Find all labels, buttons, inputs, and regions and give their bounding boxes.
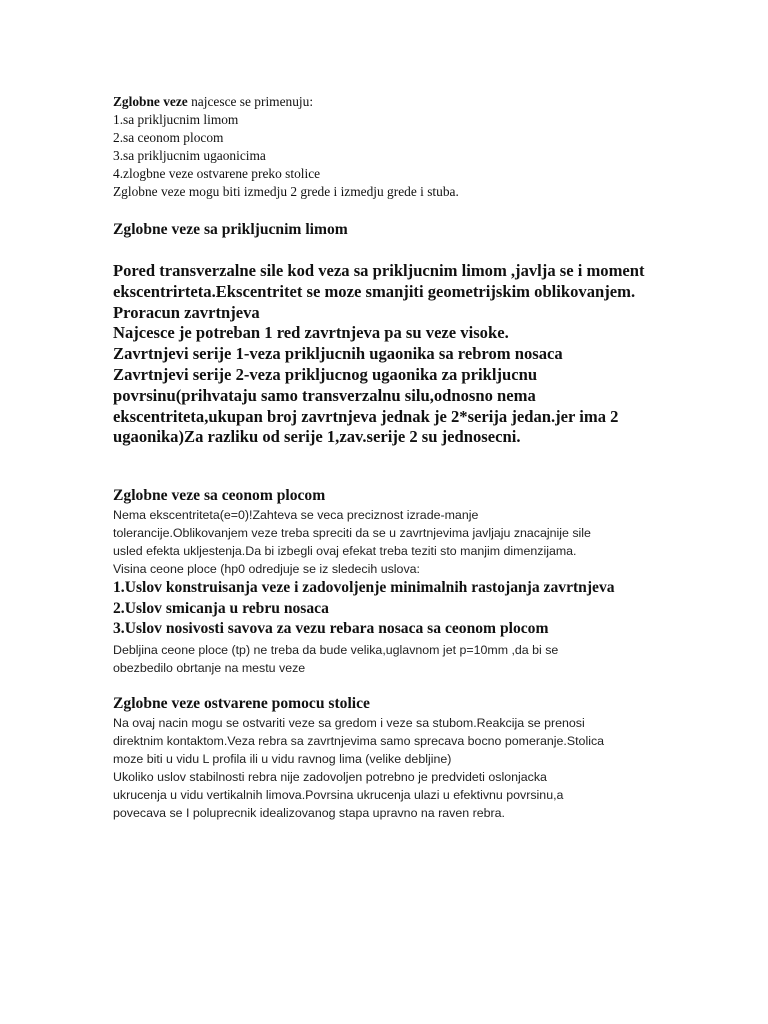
section3-body	[113, 714, 673, 822]
section2-conditions	[113, 578, 673, 640]
condition-item: 3.Uslov nosivosti savova za vezu rebara nosaca sa ceonom plocom	[113, 620, 549, 637]
intro-item: 2.sa ceonom plocom	[113, 130, 224, 145]
condition-item: 1.Uslov konstruisanja veze i zadovoljenje minimalnih rastojanja zavrtnjeva	[113, 579, 615, 596]
intro-item: 4.zlogbne veze ostvarene preko stolice	[113, 166, 321, 181]
section1-line: Zavrtnjevi serije 2-veza prikljucnog ugaonika za prikljucnu	[113, 364, 538, 384]
intro-closing: Zglobne veze mogu biti izmedju 2 grede i izmedju grede i stuba.	[113, 184, 459, 199]
intro-item: 1.sa prikljucnim limom	[113, 112, 239, 127]
section1-line: Proracun zavrtnjeva	[113, 302, 260, 322]
section2-heading: Zglobne veze sa ceonom plocom	[113, 487, 326, 504]
section2-tail-line: Debljina ceone ploce (tp) ne treba da bude velika,uglavnom jet p=10mm ,da bi se	[113, 643, 559, 657]
section1-line: Najcesce je potreban 1 red zavrtnjeva pa su veze visoke.	[113, 323, 509, 343]
intro-lead-bold: Zglobne veze	[113, 94, 188, 109]
section3-heading: Zglobne veze ostvarene pomocu stolice	[113, 695, 370, 712]
section1-line: ugaonika)Za razliku od serije 1,zav.serije 2 su jednosecni.	[113, 427, 521, 447]
section1-line: Pored transverzalne sile kod veza sa prikljucnim limom ,javlja se i moment	[113, 261, 645, 280]
section3-line: moze biti u vidu L profila ili u vidu ravnog lima (velike debljine)	[113, 752, 452, 766]
section3-line: Na ovaj nacin mogu se ostvariti veze sa gredom i veze sa stubom.Reakcija se prenosi	[113, 716, 585, 730]
intro-item: 3.sa prikljucnim ugaonicima	[113, 148, 266, 163]
section2-tail	[113, 641, 673, 677]
section1-line: ekscentrirteta.Ekscentritet se moze smanjiti geometrijskim oblikovanjem.	[113, 281, 636, 301]
section3-line: Ukoliko uslov stabilnosti rebra nije zadovoljen potrebno je predvideti oslonjacka	[113, 770, 547, 784]
section3-line: direktnim kontaktom.Veza rebra sa zavrtnjevima samo sprecava bocno pomeranje.Stolica	[113, 734, 605, 748]
section2-tail-line: obezbedilo obrtanje na mestu veze	[113, 661, 306, 675]
section3-line: povecava se I poluprecnik idealizovanog stapa upravno na raven rebra.	[113, 806, 505, 820]
intro-block	[113, 93, 673, 201]
section2-body	[113, 506, 673, 578]
intro-lead-rest: najcesce se primenuju:	[187, 94, 314, 109]
section1-heading: Zglobne veze sa prikljucnim limom	[113, 221, 348, 238]
section1-line: Zavrtnjevi serije 1-veza prikljucnih ugaonika sa rebrom nosaca	[113, 344, 563, 364]
intro-lead	[113, 93, 673, 111]
section2-line: Nema ekscentriteta(e=0)!Zahteva se veca preciznost izrade-manje	[113, 508, 479, 522]
section1-line: povrsinu(prihvataju samo transverzalnu silu,odnosno nema	[113, 385, 536, 405]
section2-line: tolerancije.Oblikovanjem veze treba spreciti da se u zavrtnjevima javljaju znacajnije sile	[113, 526, 591, 540]
section1-line: ekscentriteta,ukupan broj zavrtnjeva jednak je 2*serija jedan.jer ima 2	[113, 406, 619, 426]
section3-line: ukrucenja u vidu vertikalnih limova.Povrsina ukrucenja ulazi u efektivnu povrsinu,a	[113, 788, 564, 802]
section2-line: Visina ceone ploce (hp0 odredjuje se iz sledecih uslova:	[113, 562, 420, 576]
section2-line: usled efekta ukljestenja.Da bi izbegli ovaj efekat treba teziti sto manjim dimenzijama.	[113, 544, 577, 558]
condition-item: 2.Uslov smicanja u rebru nosaca	[113, 599, 329, 617]
section1-body	[113, 261, 673, 448]
